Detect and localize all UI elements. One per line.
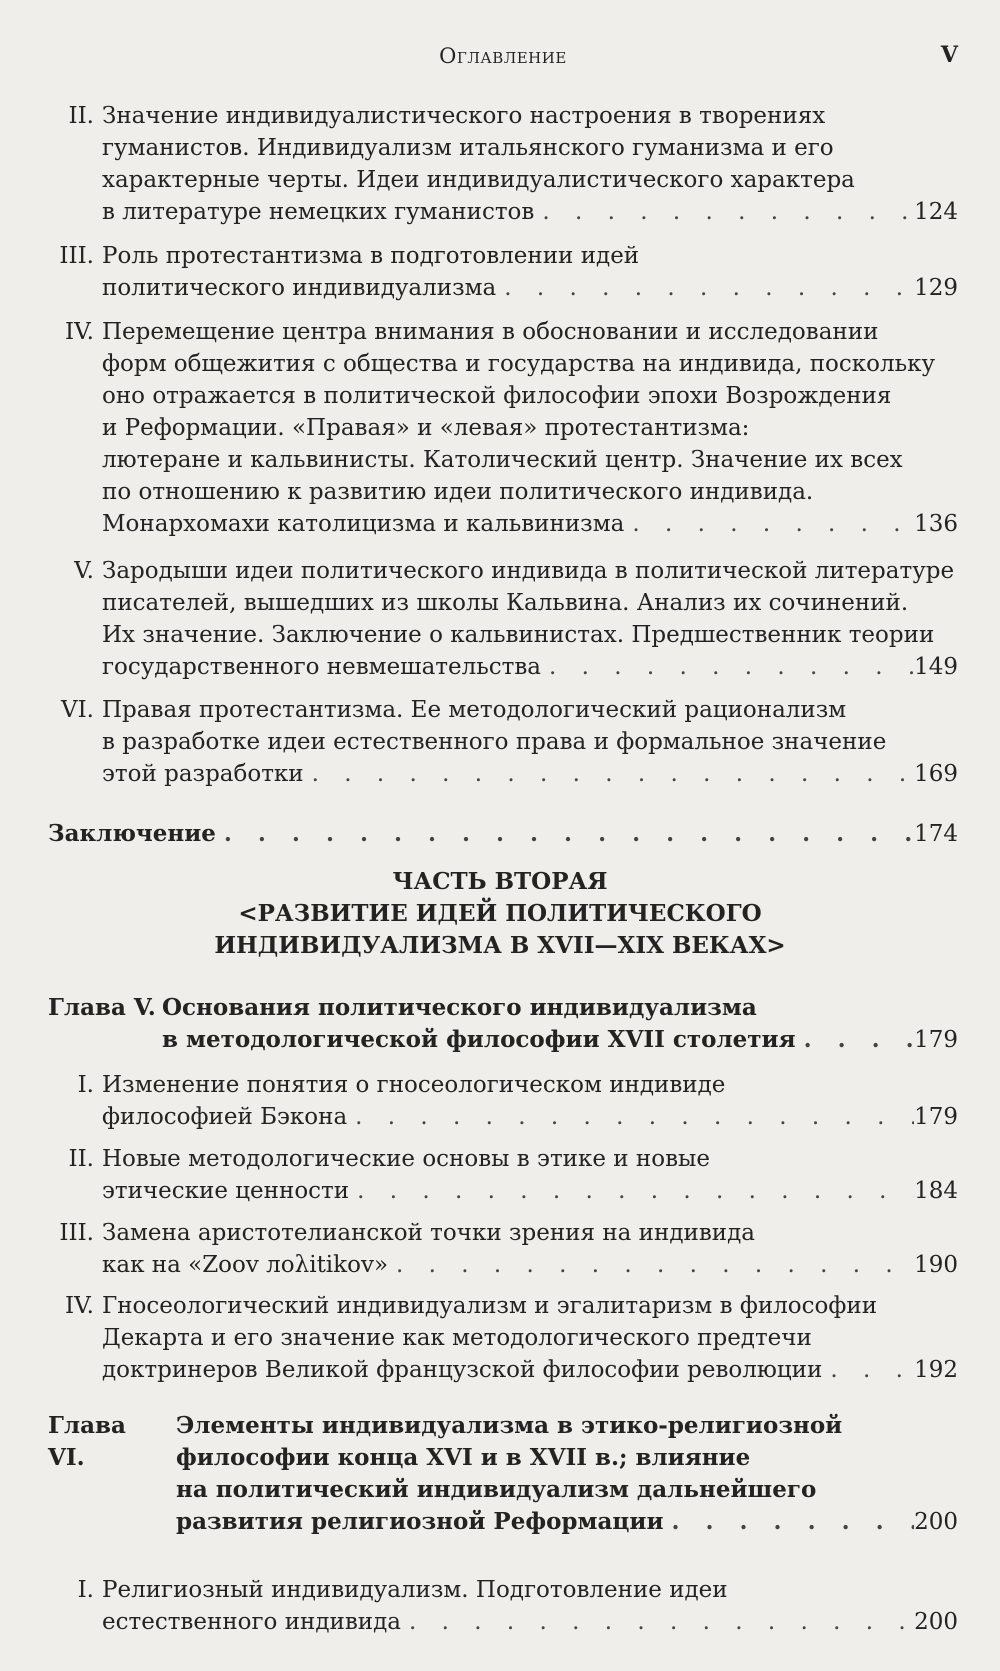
entry-line: Зародыши идеи политического индивида в политической литературе (102, 558, 955, 584)
entry-line: Гносеологический индивидуализм и эгалитаризм в философии (102, 1293, 878, 1319)
part-heading (0, 866, 1000, 962)
leader-dots (796, 1024, 914, 1056)
page-number: 200 (914, 1509, 958, 1535)
toc-entry[interactable] (102, 1143, 958, 1207)
page-number: 124 (914, 199, 958, 225)
entry-line: Элементы индивидуализма в этико-религиозной (176, 1412, 843, 1439)
entry-line: Изменение понятия о гносеологическом индивиде (102, 1072, 726, 1098)
entry-line: в литературе немецких гуманистов (102, 199, 535, 225)
entry-line: философией Бэкона (102, 1104, 348, 1130)
leader-dots (349, 1175, 914, 1207)
page-number: 179 (914, 1104, 958, 1130)
entry-line: государственного невмешательства (102, 654, 542, 680)
entry-line: гуманистов. Индивидуализм итальянского гуманизма и его (102, 135, 834, 161)
page-number: 179 (914, 1027, 958, 1053)
entry-line: на политический индивидуализм дальнейшего (176, 1476, 817, 1503)
leader-dots (496, 272, 914, 304)
toc-entry[interactable] (102, 694, 958, 790)
running-head (48, 44, 958, 74)
leader-dots (347, 1101, 914, 1133)
entry-line: Монархомахи католицизма и кальвинизма (102, 511, 625, 537)
toc-entry[interactable] (102, 1574, 958, 1638)
entry-line: доктринеров Великой французской философии революции (102, 1357, 823, 1383)
running-title: Оглавление (439, 44, 567, 68)
entry-last-line (176, 1506, 958, 1538)
toc-entry[interactable] (102, 555, 958, 683)
entry-numeral: V. (74, 558, 94, 584)
chapter-numeral: Глава V. (48, 994, 156, 1021)
entry-line: этические ценности (102, 1178, 350, 1204)
entry-line: Заключение (48, 820, 216, 847)
leader-dots (401, 1606, 914, 1638)
entry-line: этой разработки (102, 761, 304, 787)
entry-numeral: IV. (65, 1293, 94, 1319)
toc-entry[interactable] (102, 100, 958, 228)
entry-line: как на «Zoov лoλitikov» (102, 1252, 389, 1278)
entry-numeral: I. (77, 1577, 94, 1603)
page-number: 192 (914, 1357, 958, 1383)
entry-line: Замена аристотелианской точки зрения на индивида (102, 1220, 755, 1246)
leader-dots (304, 758, 914, 790)
entry-line: Новые методологические основы в этике и новые (102, 1146, 710, 1172)
entry-numeral: III. (59, 243, 94, 269)
page-numeral: V (940, 42, 958, 68)
entry-line: характерные черты. Идеи индивидуалистического характера (102, 167, 855, 193)
leader-dots (541, 651, 914, 683)
entry-numeral: VI. (60, 697, 94, 723)
entry-last-line (102, 508, 958, 540)
page-number: 184 (914, 1178, 958, 1204)
entry-last-line (102, 196, 958, 228)
page-number: 190 (914, 1252, 958, 1278)
entry-last-line (102, 1606, 958, 1638)
entry-numeral: I. (77, 1072, 94, 1098)
entry-line: Роль протестантизма в подготовлении идей (102, 243, 640, 269)
entry-line: философии конца XVI и в XVII в.; влияние (176, 1444, 751, 1471)
entry-line: форм общежития с общества и государства на индивида, поскольку (102, 351, 936, 377)
entry-numeral: III. (59, 1220, 94, 1246)
page-number: 129 (914, 275, 958, 301)
entry-line: Декарта и его значение как методологического предтечи (102, 1325, 812, 1351)
entry-last-line (102, 272, 958, 304)
part-subtitle: ИНДИВИДУАЛИЗМА В XVII—XIX ВЕКАХ> (214, 932, 786, 959)
part-title: ЧАСТЬ ВТОРАЯ (392, 868, 608, 895)
entry-last-line (48, 818, 958, 850)
entry-line: Основания политического индивидуализма (162, 994, 757, 1021)
chapter-numeral: Глава VI. (48, 1412, 126, 1471)
toc-entry[interactable] (102, 316, 958, 540)
entry-line: естественного индивида (102, 1609, 402, 1635)
entry-line: Их значение. Заключение о кальвинистах. Предшественник теории (102, 622, 935, 648)
entry-numeral: IV. (65, 319, 94, 345)
entry-line: оно отражается в политической философии эпохи Возрождения (102, 383, 892, 409)
part-subtitle: <РАЗВИТИЕ ИДЕЙ ПОЛИТИЧЕСКОГО (238, 900, 762, 927)
entry-last-line (102, 651, 958, 683)
entry-line: Перемещение центра внимания в обосновании и исследовании (102, 319, 879, 345)
leader-dots (216, 818, 914, 850)
entry-line: развития религиозной Реформации (176, 1508, 664, 1535)
toc-entry[interactable] (102, 1069, 958, 1133)
page-number: 174 (914, 821, 958, 847)
entry-last-line (102, 758, 958, 790)
entry-line: писателей, вышедших из школы Кальвина. Анализ их сочинений. (102, 590, 909, 616)
leader-dots (534, 196, 914, 228)
toc-entry-conclusion[interactable] (48, 818, 958, 850)
page-number: 200 (914, 1609, 958, 1635)
toc-entry-chapter[interactable] (162, 992, 958, 1056)
entry-line: Значение индивидуалистического настроения в творениях (102, 103, 826, 129)
entry-line: в разработке идеи естественного права и формальное значение (102, 729, 887, 755)
toc-entry-chapter[interactable] (176, 1410, 958, 1538)
page-number: 136 (914, 511, 958, 537)
toc-entry[interactable] (102, 240, 958, 304)
entry-numeral: II. (68, 103, 94, 129)
leader-dots (388, 1249, 914, 1281)
toc-entry[interactable] (102, 1217, 958, 1281)
leader-dots (664, 1506, 914, 1538)
entry-line: Религиозный индивидуализм. Подготовление идеи (102, 1577, 728, 1603)
leader-dots (822, 1354, 914, 1386)
entry-line: по отношению к развитию идеи политического индивида. (102, 479, 814, 505)
page-number: 169 (914, 761, 958, 787)
entry-line: Правая протестантизма. Ее методологический рационализм (102, 697, 847, 723)
entry-last-line (102, 1175, 958, 1207)
entry-last-line (162, 1024, 958, 1056)
entry-line: лютеране и кальвинисты. Католический центр. Значение их всех (102, 447, 903, 473)
entry-line: и Реформации. «Правая» и «левая» протестантизма: (102, 415, 750, 441)
entry-last-line (102, 1354, 958, 1386)
leader-dots (624, 508, 914, 540)
entry-line: в методологической философии XVII столетия (162, 1026, 796, 1053)
entry-last-line (102, 1249, 958, 1281)
page-number: 149 (914, 654, 958, 680)
entry-numeral: II. (68, 1146, 94, 1172)
entry-line: политического индивидуализма (102, 275, 497, 301)
entry-last-line (102, 1101, 958, 1133)
toc-entry[interactable] (102, 1290, 958, 1386)
